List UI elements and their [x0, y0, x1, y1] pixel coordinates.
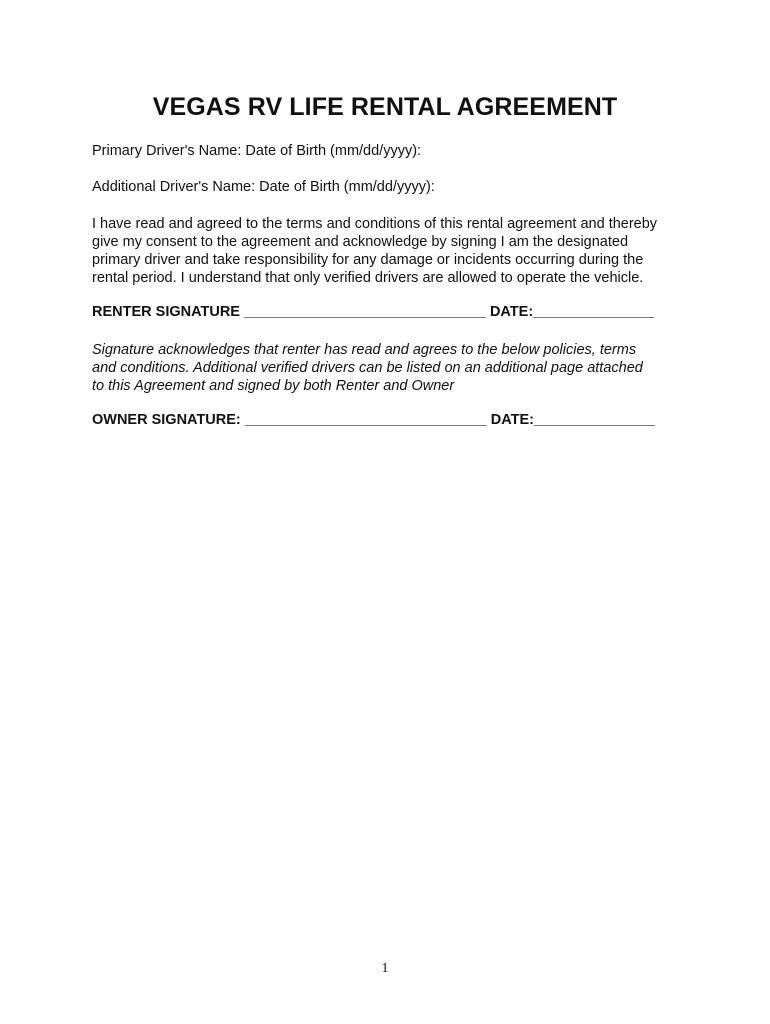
- acknowledgement-paragraph: [92, 341, 692, 395]
- acknowledgement-line: and conditions. Additional verified drivers can be listed on an additional page attached: [92, 360, 643, 376]
- acknowledgement-line: to this Agreement and signed by both Renter and Owner: [92, 378, 455, 394]
- consent-line: primary driver and take responsibility for any damage or incidents occurring during the: [92, 252, 644, 268]
- acknowledgement-line: Signature acknowledges that renter has read and agrees to the below policies, terms: [92, 342, 637, 358]
- consent-paragraph: [92, 215, 692, 287]
- primary-driver-line: Primary Driver's Name: Date of Birth (mm/dd/yyyy):: [92, 143, 422, 159]
- additional-driver-line: Additional Driver's Name: Date of Birth (mm/dd/yyyy):: [92, 179, 435, 195]
- consent-line: I have read and agreed to the terms and conditions of this rental agreement and thereby: [92, 216, 658, 232]
- consent-line: rental period. I understand that only verified drivers are allowed to operate the vehicle.: [92, 270, 644, 286]
- page-number: 1: [381, 961, 389, 976]
- owner-signature-line: OWNER SIGNATURE: ______________________________ DATE:_______________: [92, 412, 655, 428]
- consent-line: give my consent to the agreement and acknowledge by signing I am the designated: [92, 234, 629, 250]
- document-title: VEGAS RV LIFE RENTAL AGREEMENT: [152, 93, 618, 121]
- renter-signature-line: RENTER SIGNATURE ______________________________ DATE:_______________: [92, 304, 655, 320]
